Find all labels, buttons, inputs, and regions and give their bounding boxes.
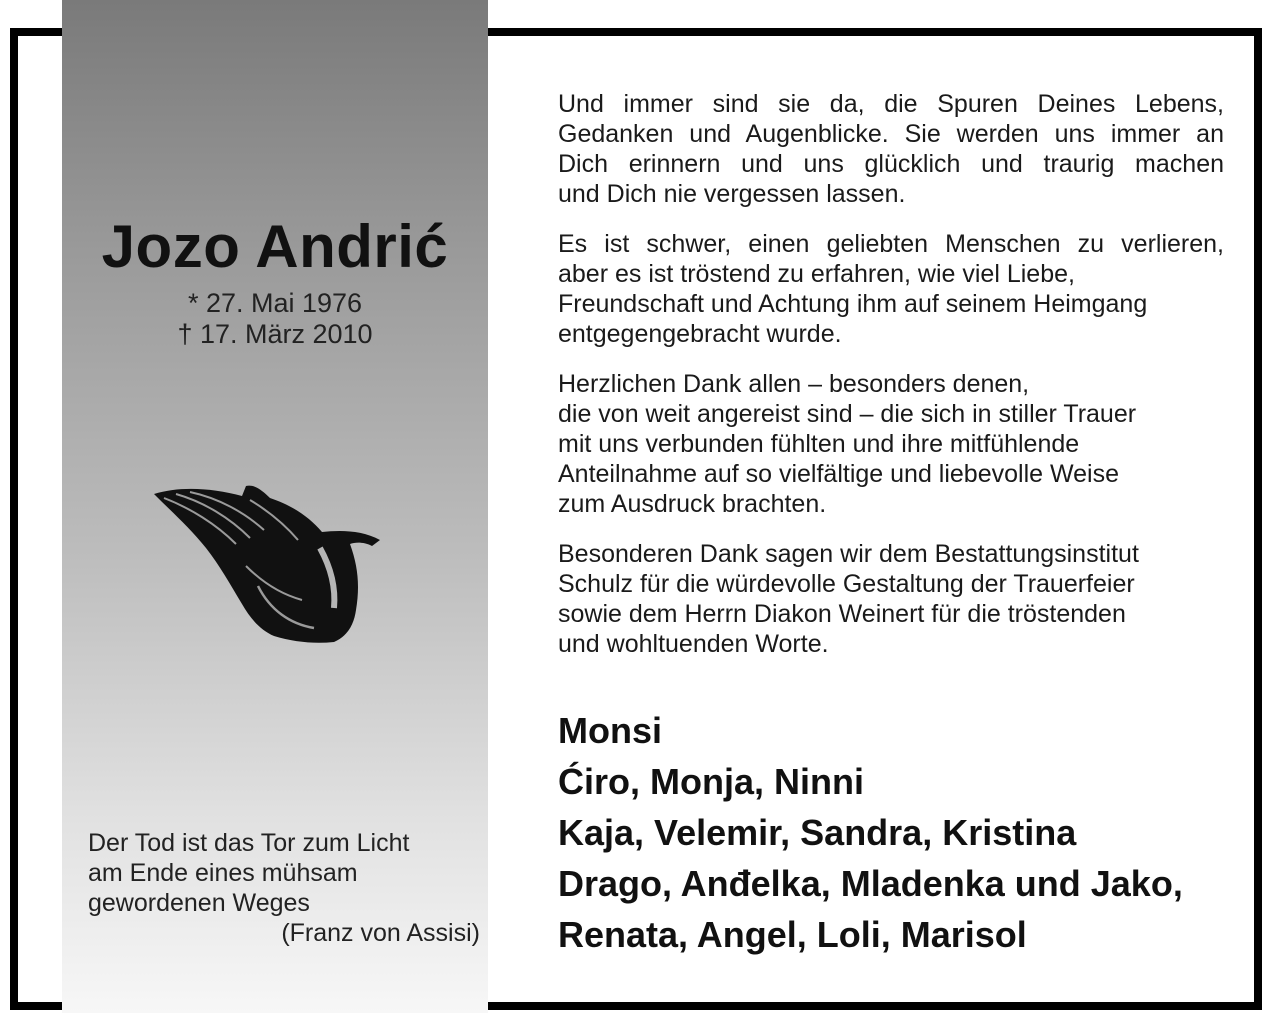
life-dates <box>62 288 488 350</box>
thanks-text <box>558 89 1224 679</box>
text-line: Herzlichen Dank allen – besonders denen, <box>558 370 1030 398</box>
text-line: mit uns verbunden fühlten und ihre mitfühlende <box>558 430 1080 458</box>
text-line: Es ist schwer, einen geliebten Menschen zu verlieren, <box>558 230 1224 258</box>
memorial-quote <box>88 828 480 948</box>
thanks-paragraph <box>558 229 1224 349</box>
deceased-name: Jozo Andrić <box>101 213 449 280</box>
mourner-line: Ćiro, Monja, Ninni <box>558 761 864 802</box>
quote-source: (Franz von Assisi) <box>281 919 480 947</box>
quote-line: gewordenen Weges <box>88 889 310 917</box>
death-date: † 17. März 2010 <box>177 319 373 349</box>
thanks-paragraph <box>558 369 1224 519</box>
birth-date: * 27. Mai 1976 <box>187 288 363 318</box>
text-line: entgegengebracht wurde. <box>558 320 842 348</box>
text-line: Freundschaft und Achtung ihm auf seinem Heimgang <box>558 290 1148 318</box>
quote-line: Der Tod ist das Tor zum Licht <box>88 829 410 857</box>
mourner-line: Drago, Anđelka, Mladenka und Jako, <box>558 863 1183 904</box>
text-line: die von weit angereist sind – die sich in stiller Trauer <box>558 400 1137 428</box>
thanks-paragraph <box>558 539 1224 659</box>
text-line: aber es ist tröstend zu erfahren, wie viel Liebe, <box>558 260 1075 288</box>
text-line: und wohltuenden Worte. <box>558 630 829 658</box>
text-line: Gedanken und Augenblicke. Sie werden uns immer an <box>558 120 1224 148</box>
thanks-paragraph <box>558 89 1224 209</box>
mourner-line: Renata, Angel, Loli, Marisol <box>558 914 1027 955</box>
praying-hands-icon <box>150 482 382 644</box>
text-line: Anteilnahme auf so vielfältige und liebevolle Weise <box>558 460 1119 488</box>
text-line: und Dich nie vergessen lassen. <box>558 180 906 208</box>
text-line: Dich erinnern und uns glücklich und traurig machen <box>558 150 1224 178</box>
text-line: zum Ausdruck brachten. <box>558 490 827 518</box>
text-line: Schulz für die würdevolle Gestaltung der Trauerfeier <box>558 570 1135 598</box>
text-line: Und immer sind sie da, die Spuren Deines Lebens, <box>558 90 1224 118</box>
text-line: sowie dem Herrn Diakon Weinert für die tröstenden <box>558 600 1126 628</box>
mourner-line: Kaja, Velemir, Sandra, Kristina <box>558 812 1077 853</box>
quote-line: am Ende eines mühsam <box>88 859 358 887</box>
mourners-list <box>558 705 1258 960</box>
mourner-line: Monsi <box>558 710 662 751</box>
text-line: Besonderen Dank sagen wir dem Bestattungsinstitut <box>558 540 1139 568</box>
